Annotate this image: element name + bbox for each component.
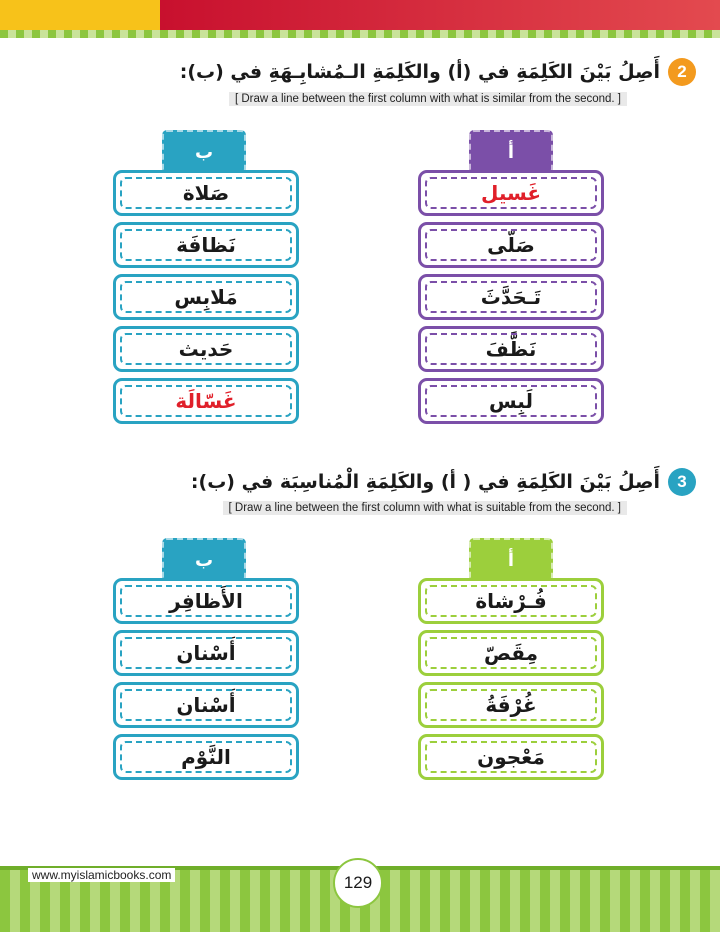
exercise2-number-badge: 2	[668, 58, 696, 86]
exercise3-column-a	[418, 578, 604, 786]
exercise3-column-b	[113, 578, 299, 786]
exercise3-a-item[interactable]: مِقَصّ	[418, 630, 604, 676]
exercise3-col-a-tab: أ	[469, 538, 553, 582]
exercise2-a-item[interactable]: غَسيل	[418, 170, 604, 216]
exercise2-a-item[interactable]: لَبِس	[418, 378, 604, 424]
exercise2-b-item[interactable]: مَلابِس	[113, 274, 299, 320]
exercise2-a-item[interactable]: تَـحَدَّثَ	[418, 274, 604, 320]
exercise3-b-item[interactable]: أَسْنان	[113, 630, 299, 676]
exercise3-col-b-tab: ب	[162, 538, 246, 582]
exercise3-a-item[interactable]: غُرْفَةُ	[418, 682, 604, 728]
top-banner-yellow	[0, 0, 160, 30]
exercise2-col-b-tab: ب	[162, 130, 246, 174]
exercise2-heading	[180, 58, 696, 86]
exercise2-column-a	[418, 170, 604, 430]
exercise3-instruction-en: [ Draw a line between the first column with what is suitable from the second. ]	[223, 501, 627, 515]
exercise2-b-item[interactable]: غَسّالَة	[113, 378, 299, 424]
exercise2-col-a-tab: أ	[469, 130, 553, 174]
exercise3-b-item[interactable]: الأَظافِر	[113, 578, 299, 624]
exercise2-b-item[interactable]: صَلاة	[113, 170, 299, 216]
exercise2-instruction-en: [ Draw a line between the first column with what is similar from the second. ]	[229, 92, 627, 106]
exercise2-b-item[interactable]: حَديث	[113, 326, 299, 372]
exercise2-instruction-ar: أَصِلُ بَيْنَ الكَلِمَةِ في (أ) والكَلِمَةِ الـمُشابِـهَةِ في (ب):	[179, 61, 660, 83]
footer-url: www.myislamicbooks.com	[28, 868, 175, 882]
exercise2-b-item[interactable]: نَظافَة	[113, 222, 299, 268]
exercise3-instruction-ar: أَصِلُ بَيْنَ الكَلِمَةِ في ( أ) والكَلِمَةِ الْمُناسِبَة في (ب):	[190, 471, 660, 493]
exercise3-a-item[interactable]: فُـرْشاة	[418, 578, 604, 624]
top-stripe	[0, 30, 720, 38]
top-banner-red	[160, 0, 720, 30]
exercise2-column-b	[113, 170, 299, 430]
exercise3-number-badge: 3	[668, 468, 696, 496]
exercise3-heading	[191, 468, 696, 496]
exercise3-b-item[interactable]: النَّوْم	[113, 734, 299, 780]
exercise2-a-item[interactable]: صَلّى	[418, 222, 604, 268]
exercise3-b-item[interactable]: أَسْنان	[113, 682, 299, 728]
top-banner	[0, 0, 720, 30]
exercise3-a-item[interactable]: مَعْجون	[418, 734, 604, 780]
exercise2-a-item[interactable]: نَظَّفَ	[418, 326, 604, 372]
page-number: 129	[333, 858, 383, 908]
